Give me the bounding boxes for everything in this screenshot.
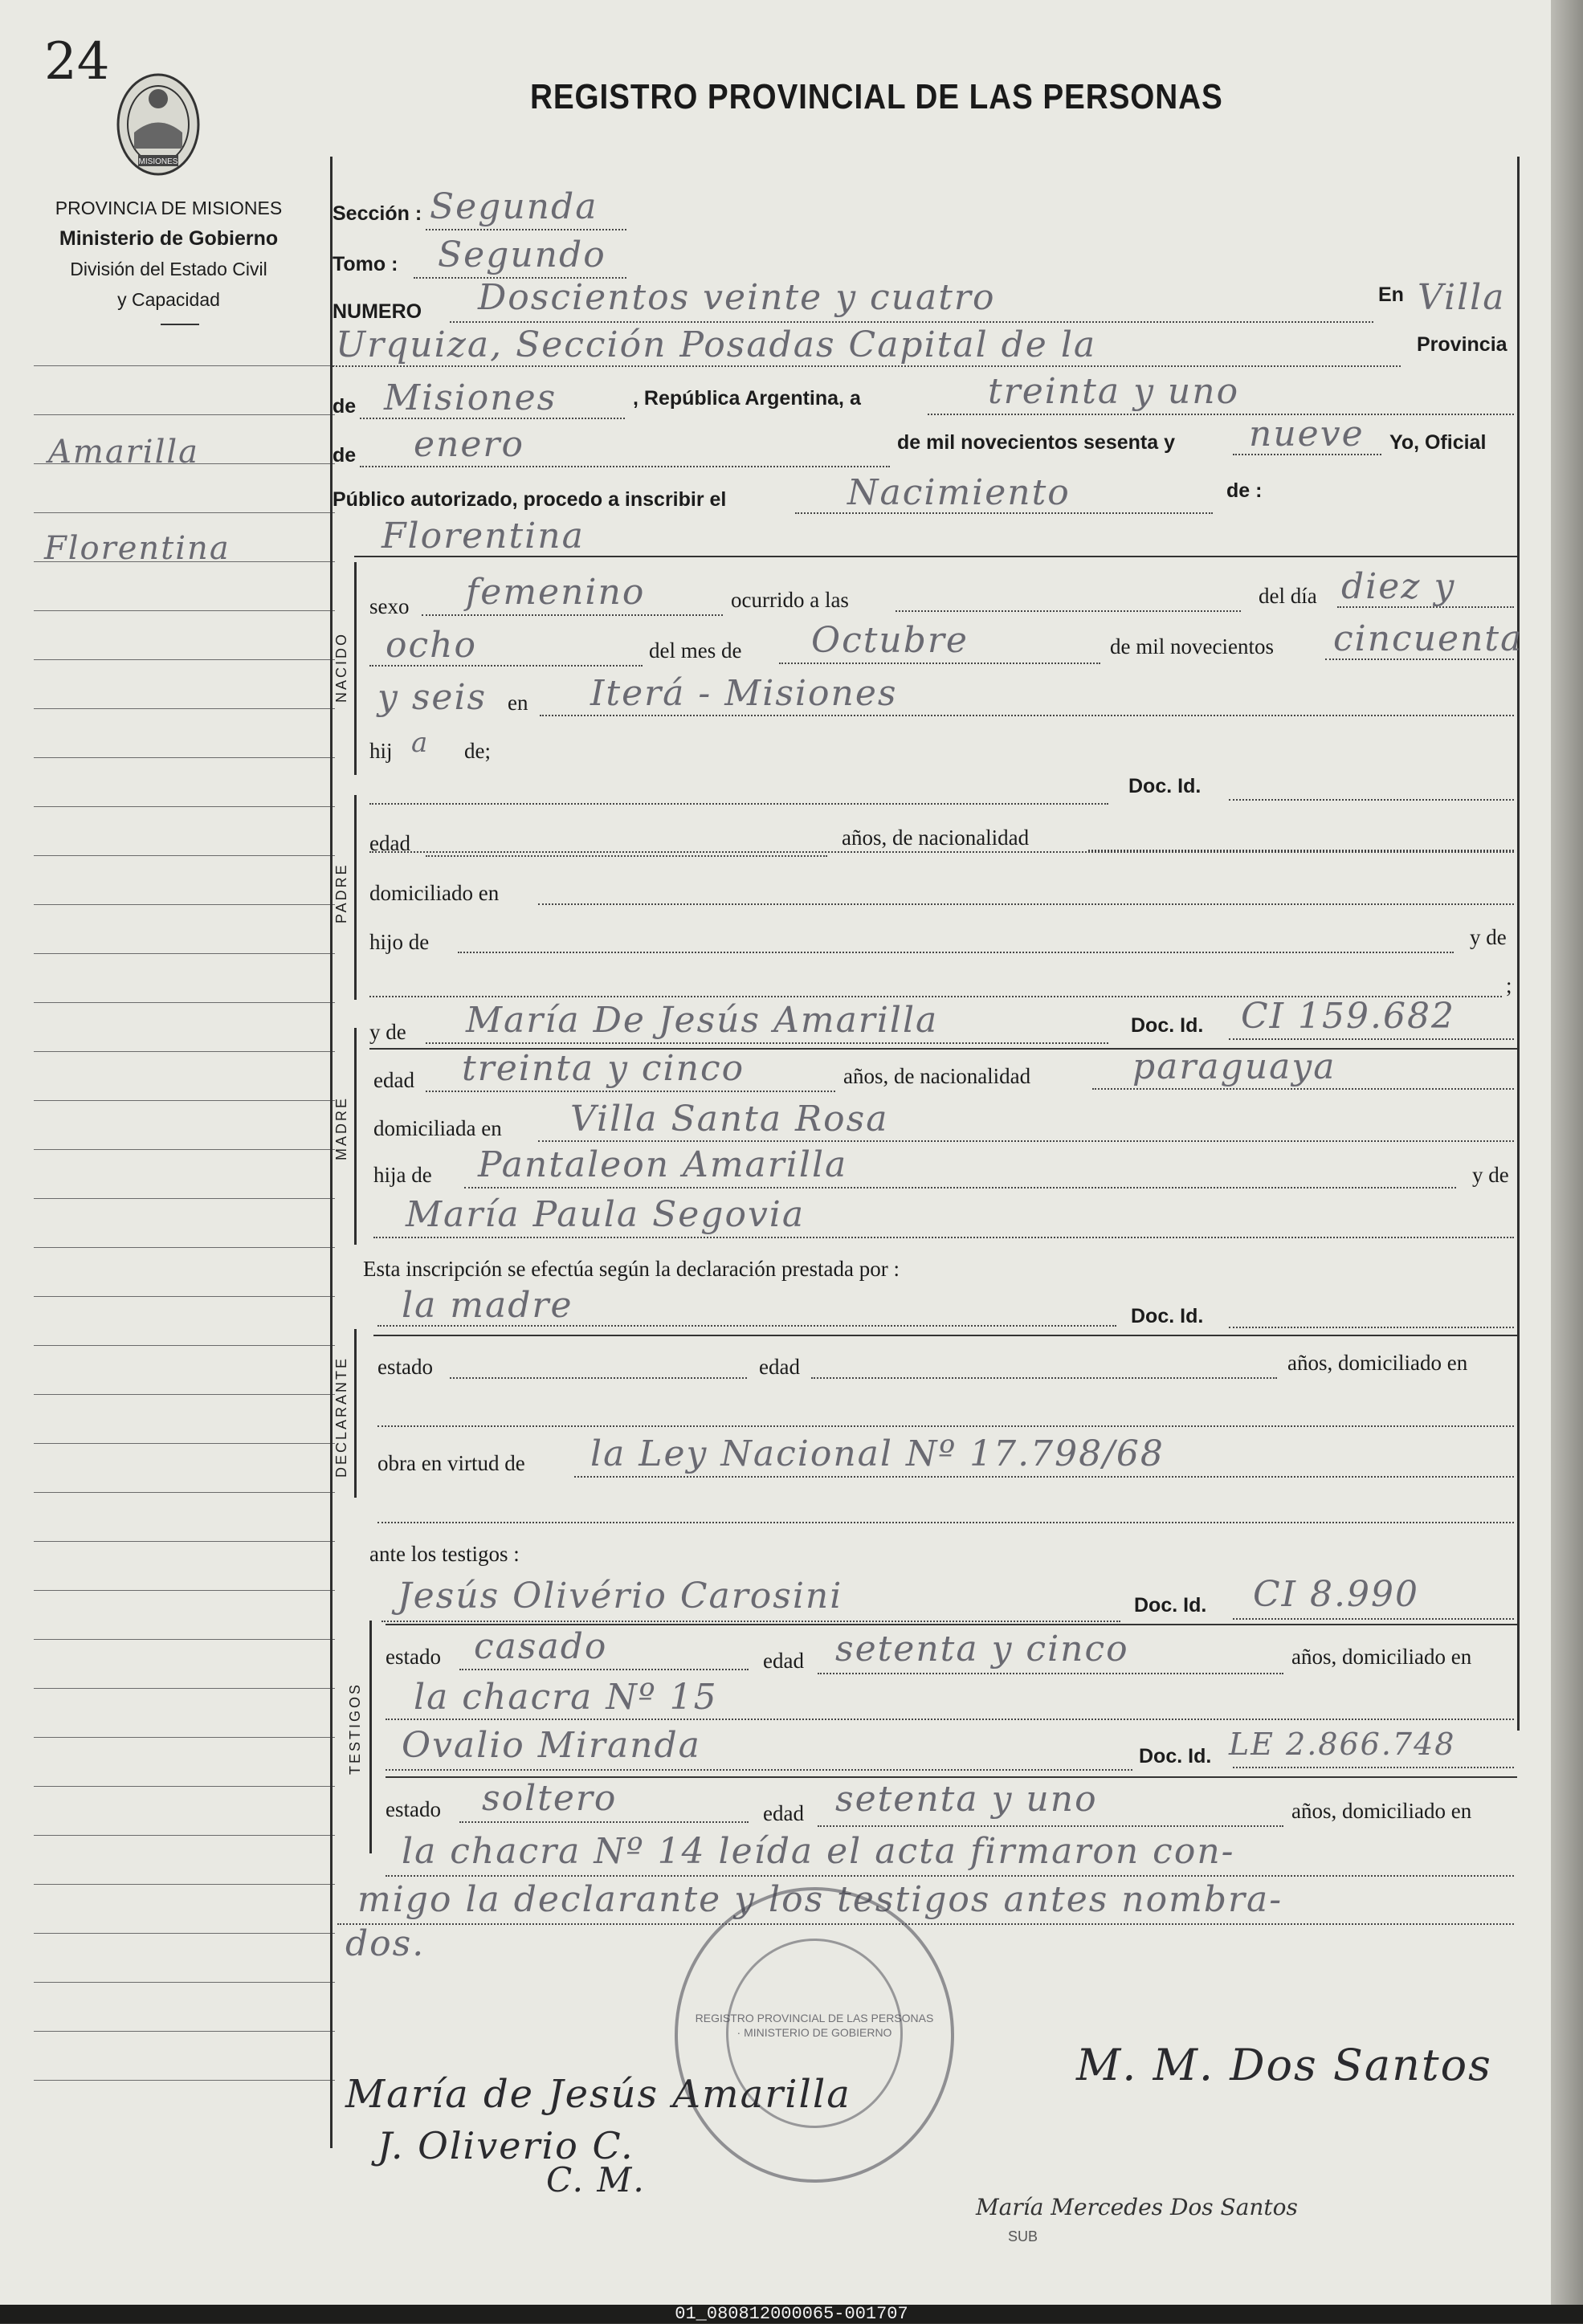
label-doc-id-madre: Doc. Id. <box>1131 1014 1204 1037</box>
dots-edad-declarante <box>811 1377 1277 1379</box>
entry-hij-suffix: a <box>411 727 430 759</box>
office-rule <box>161 324 199 325</box>
entry-cierre-1: migo la declarante y los testigos antes nombra- <box>357 1879 1283 1920</box>
office-line-3: División del Estado Civil <box>70 259 267 279</box>
label-del-dia: del día <box>1259 584 1317 608</box>
label-mil-novecientos: de mil novecientos <box>1110 634 1274 658</box>
dots-estado-testigo2 <box>459 1821 749 1823</box>
entry-en-1: Villa <box>1418 277 1506 318</box>
dots-madre-madre <box>373 1237 1514 1238</box>
margin-ruled-line <box>34 1639 335 1640</box>
dots-padre-nombre <box>369 851 1514 853</box>
official-stamp <box>675 1887 954 2183</box>
dots-edad-madre <box>426 1091 835 1092</box>
entry-cierre-2: dos. <box>345 1923 426 1964</box>
dots-hija-de <box>464 1187 1456 1189</box>
label-edad-declarante: edad <box>759 1355 800 1379</box>
entry-madre-madre: María Paula Segovia <box>406 1194 806 1235</box>
book-spine <box>1551 0 1583 2305</box>
label-domiciliado-declarante: años, domiciliado en <box>1287 1351 1468 1375</box>
label-seccion: Sección : <box>333 202 422 225</box>
margin-ruled-line <box>34 2031 335 2032</box>
entry-testigo2-estado: soltero <box>482 1778 618 1819</box>
footer-code: 01_080812000065-001707 <box>0 2305 1583 2323</box>
label-domiciliado-testigo1: años, domiciliado en <box>1291 1645 1472 1669</box>
dots-place <box>333 365 1401 367</box>
entry-madre-domicilio: Villa Santa Rosa <box>570 1099 889 1140</box>
dots-mes-registro <box>360 466 890 467</box>
margin-ruled-line <box>34 1100 335 1101</box>
label-testigos: ante los testigos : <box>369 1542 520 1566</box>
margin-ruled-line <box>34 2080 335 2081</box>
section-rule-madre <box>354 1028 357 1245</box>
label-edad-testigo1: edad <box>763 1649 804 1673</box>
margin-surname: Amarilla <box>48 434 200 471</box>
dots-edad-padre <box>426 855 827 857</box>
dots-dia-registro <box>928 414 1514 415</box>
margin-ruled-line <box>34 1149 335 1150</box>
margin-ruled-line <box>34 414 335 415</box>
label-de-semicolon: de; <box>464 739 491 763</box>
dots-numero <box>450 321 1373 323</box>
margin-ruled-line <box>34 1541 335 1542</box>
label-mil-novecientos-sesenta: de mil novecientos sesenta y <box>897 431 1175 454</box>
dots-hij <box>369 803 1108 805</box>
rule-testigos-top <box>386 1624 1517 1625</box>
margin-ruled-line <box>34 1688 335 1689</box>
dots-domicilio-madre <box>538 1140 1514 1142</box>
signature-madre: María de Jesús Amarilla <box>345 2072 851 2117</box>
margin-ruled-line <box>34 1296 335 1297</box>
entry-mes-registro: enero <box>414 424 524 465</box>
entry-dia-registro: treinta y uno <box>988 371 1240 412</box>
label-estado-declarante: estado <box>377 1355 433 1379</box>
dots-edad-testigo2 <box>818 1825 1283 1827</box>
entry-anio: nueve <box>1249 414 1365 455</box>
label-nacionalidad-madre: años, de nacionalidad <box>843 1064 1031 1088</box>
entry-anio-2: y seis <box>377 677 488 718</box>
entry-madre-doc: CI 159.682 <box>1241 996 1455 1037</box>
issuing-office <box>24 193 313 315</box>
dots-doc-testigo2 <box>1233 1767 1514 1768</box>
entry-nombre: Florentina <box>381 516 585 557</box>
label-nacionalidad-padre: años, de nacionalidad <box>842 826 1030 850</box>
entry-mes: Octubre <box>811 620 969 661</box>
label-edad-testigo2: edad <box>763 1801 804 1825</box>
label-de-colon: de : <box>1226 479 1263 502</box>
label-obra: obra en virtud de <box>377 1451 525 1475</box>
dots-edad-testigo1 <box>818 1673 1283 1674</box>
label-sexo: sexo <box>369 594 410 618</box>
entry-testigo1-estado: casado <box>474 1626 608 1667</box>
dots-seccion <box>426 229 626 230</box>
label-yo-oficial: Yo, Oficial <box>1389 431 1487 454</box>
entry-madre-padre: Pantaleon Amarilla <box>478 1144 848 1185</box>
margin-given-name: Florentina <box>44 530 231 567</box>
dots-obra <box>574 1476 1514 1478</box>
entry-provincia: Misiones <box>384 377 557 418</box>
dots-estado-testigo1 <box>459 1669 749 1670</box>
entry-testigo2-domicilio: la chacra Nº 14 leída el acta firmaron con- <box>402 1831 1235 1872</box>
dots-lugar <box>540 715 1514 716</box>
margin-ruled-line <box>34 1051 335 1052</box>
entry-madre-nombre: María De Jesús Amarilla <box>466 1000 939 1041</box>
label-domiciliada: domiciliada en <box>373 1116 502 1140</box>
entry-dia-1: diez y <box>1341 566 1456 607</box>
label-domiciliado-testigo2: años, domiciliado en <box>1291 1799 1472 1823</box>
margin-ruled-line <box>34 806 335 807</box>
label-y-de-madre: y de <box>369 1020 406 1044</box>
signature-oficial: M. M. Dos Santos <box>1076 2040 1492 2090</box>
dots-obra-2 <box>377 1522 1514 1523</box>
dots-testigo1 <box>381 1621 1120 1622</box>
label-de-mes: de <box>333 444 357 467</box>
label-estado-testigo1: estado <box>386 1645 441 1669</box>
margin-ruled-line <box>34 1737 335 1738</box>
entry-seccion: Segunda <box>430 186 598 227</box>
label-hija-de: hija de <box>373 1163 432 1187</box>
dots-nacionalidad-padre <box>1088 850 1514 851</box>
dots-doc-declarante <box>1229 1327 1514 1328</box>
label-republica: , República Argentina, a <box>633 387 861 410</box>
label-ocurrido: ocurrido a las <box>731 588 849 612</box>
entry-en-2: Urquiza, Sección Posadas Capital de la <box>336 324 1097 365</box>
section-rule-nacido <box>354 562 357 775</box>
label-hij: hij <box>369 739 393 763</box>
entry-numero: Doscientos veinte y cuatro <box>478 277 996 318</box>
margin-ruled-line <box>34 953 335 954</box>
margin-ruled-line <box>34 757 335 758</box>
margin-ruled-line <box>34 610 335 611</box>
label-y-de-padre: y de <box>1470 925 1507 949</box>
entry-dia-2: ocho <box>386 625 477 666</box>
margin-ruled-line <box>34 1345 335 1346</box>
label-provincia: Provincia <box>1417 333 1508 356</box>
label-en-lugar: en <box>508 691 528 715</box>
margin-ruled-line <box>34 1590 335 1591</box>
margin-ruled-line <box>34 1835 335 1836</box>
entry-testigo2: Ovalio Miranda <box>402 1725 701 1766</box>
entry-madre-nacionalidad: paraguaya <box>1132 1046 1336 1087</box>
section-rule-declarante <box>354 1329 357 1498</box>
entry-obra: la Ley Nacional Nº 17.798/68 <box>590 1433 1165 1474</box>
side-label-nacido: NACIDO <box>333 631 349 703</box>
label-doc-id-testigo1: Doc. Id. <box>1134 1594 1207 1617</box>
rule-declarante-top <box>373 1335 1517 1336</box>
crest-emblem <box>114 68 202 181</box>
dots-cierre-1 <box>337 1923 1514 1925</box>
dots-mes <box>779 663 1100 664</box>
dots-doc-madre <box>1229 1038 1514 1040</box>
office-line-4: y Capacidad <box>117 289 220 310</box>
office-line-2-wrap <box>24 223 313 254</box>
label-edad-madre: edad <box>373 1068 414 1092</box>
dots-doc-nacido <box>1229 799 1514 801</box>
section-rule-padre <box>354 795 357 1000</box>
margin-ruled-line <box>34 855 335 856</box>
page-title: REGISTRO PROVINCIAL DE LAS PERSONAS <box>530 77 1223 116</box>
entry-tomo: Segundo <box>438 234 606 275</box>
margin-ruled-line <box>34 1002 335 1003</box>
label-declaracion: Esta inscripción se efectúa según la declaración prestada por : <box>363 1257 900 1281</box>
dots-domicilio-testigo1 <box>386 1719 1514 1720</box>
dots-domicilio-padre <box>538 903 1514 905</box>
label-semicolon: ; <box>1506 973 1512 997</box>
label-domiciliado-padre: domiciliado en <box>369 881 500 905</box>
margin-ruled-line <box>34 1198 335 1199</box>
margin-ruled-line <box>34 904 335 905</box>
entry-sexo: femenino <box>466 572 646 613</box>
entry-testigo2-doc: LE 2.866.748 <box>1229 1727 1456 1762</box>
office-line-1: PROVINCIA DE MISIONES <box>55 198 283 218</box>
dots-doc-testigo1 <box>1233 1618 1514 1620</box>
dots-domicilio-testigo2 <box>386 1875 1514 1877</box>
entry-testigo1-domicilio: la chacra Nº 15 <box>414 1677 718 1718</box>
side-label-padre: PADRE <box>333 862 349 923</box>
margin-ruled-line <box>34 1933 335 1934</box>
dots-hora <box>896 610 1241 612</box>
label-en: En <box>1378 283 1404 306</box>
margin-ruled-line <box>34 1443 335 1444</box>
entry-anio-1: cincuenta <box>1333 618 1524 659</box>
margin-ruled-line <box>34 1247 335 1248</box>
section-rule-testigos <box>369 1621 372 1853</box>
label-y-de-madre-2: y de <box>1472 1163 1509 1187</box>
entry-lugar: Iterá - Misiones <box>590 673 898 714</box>
signature-testigo-2: C. M. <box>546 2160 646 2200</box>
entry-declarante: la madre <box>402 1285 573 1326</box>
margin-ruled-line <box>34 1492 335 1493</box>
label-hijo-de: hijo de <box>369 930 430 954</box>
side-label-declarante: DECLARANTE <box>333 1356 349 1478</box>
entry-acto: Nacimiento <box>847 472 1071 513</box>
dots-hijo-de <box>458 952 1454 953</box>
label-del-mes: del mes de <box>649 638 742 663</box>
label-numero: NUMERO <box>333 300 422 323</box>
dots-estado-declarante <box>450 1377 747 1379</box>
margin-ruled-line <box>34 365 335 366</box>
label-doc-id-testigo2: Doc. Id. <box>1139 1745 1212 1767</box>
oficial-cargo: SUB <box>1008 2228 1038 2244</box>
label-doc-id-nacido: Doc. Id. <box>1128 775 1202 797</box>
office-line-2: Ministerio de Gobierno <box>59 227 279 250</box>
margin-ruled-line <box>34 1884 335 1885</box>
dots-nacionalidad-madre <box>1092 1088 1514 1090</box>
margin-ruled-line <box>34 1982 335 1983</box>
margin-ruled-line <box>34 1394 335 1395</box>
label-tomo: Tomo : <box>333 253 398 275</box>
margin-ruled-line <box>34 512 335 513</box>
dots-testigo2 <box>386 1769 1132 1771</box>
entry-testigo1-doc: CI 8.990 <box>1253 1574 1419 1615</box>
crest-text: MISIONES <box>138 157 178 166</box>
margin-ruled-line <box>34 708 335 709</box>
dots-madre-nombre <box>426 1042 1108 1044</box>
side-label-testigos: TESTIGOS <box>347 1682 363 1775</box>
page-number: 24 <box>44 32 110 92</box>
signature-testigo: J. Oliverio C. <box>377 2124 634 2167</box>
margin-ruled-line <box>34 659 335 660</box>
margin-ruled-line <box>34 1786 335 1787</box>
dots-domicilio-declarante <box>377 1425 1514 1427</box>
label-edad-padre: edad <box>369 831 410 855</box>
label-publico: Público autorizado, procedo a inscribir el <box>333 488 727 511</box>
label-estado-testigo2: estado <box>386 1797 441 1821</box>
entry-testigo2-edad: setenta y uno <box>835 1779 1098 1820</box>
label-doc-id-declarante: Doc. Id. <box>1131 1305 1204 1327</box>
stamp-text: REGISTRO PROVINCIAL DE LAS PERSONAS · MINISTERIO DE GOBIERNO <box>695 2012 934 2039</box>
entry-testigo1: Jesús Olivério Carosini <box>398 1576 843 1617</box>
side-label-madre: MADRE <box>333 1095 349 1160</box>
oficial-name: María Mercedes Dos Santos <box>976 2194 1298 2220</box>
right-border <box>1517 157 1520 1731</box>
entry-madre-edad: treinta y cinco <box>462 1048 745 1089</box>
label-de-provincia: de <box>333 395 357 418</box>
dots-sexo <box>422 614 723 616</box>
entry-testigo1-edad: setenta y cinco <box>835 1629 1129 1670</box>
